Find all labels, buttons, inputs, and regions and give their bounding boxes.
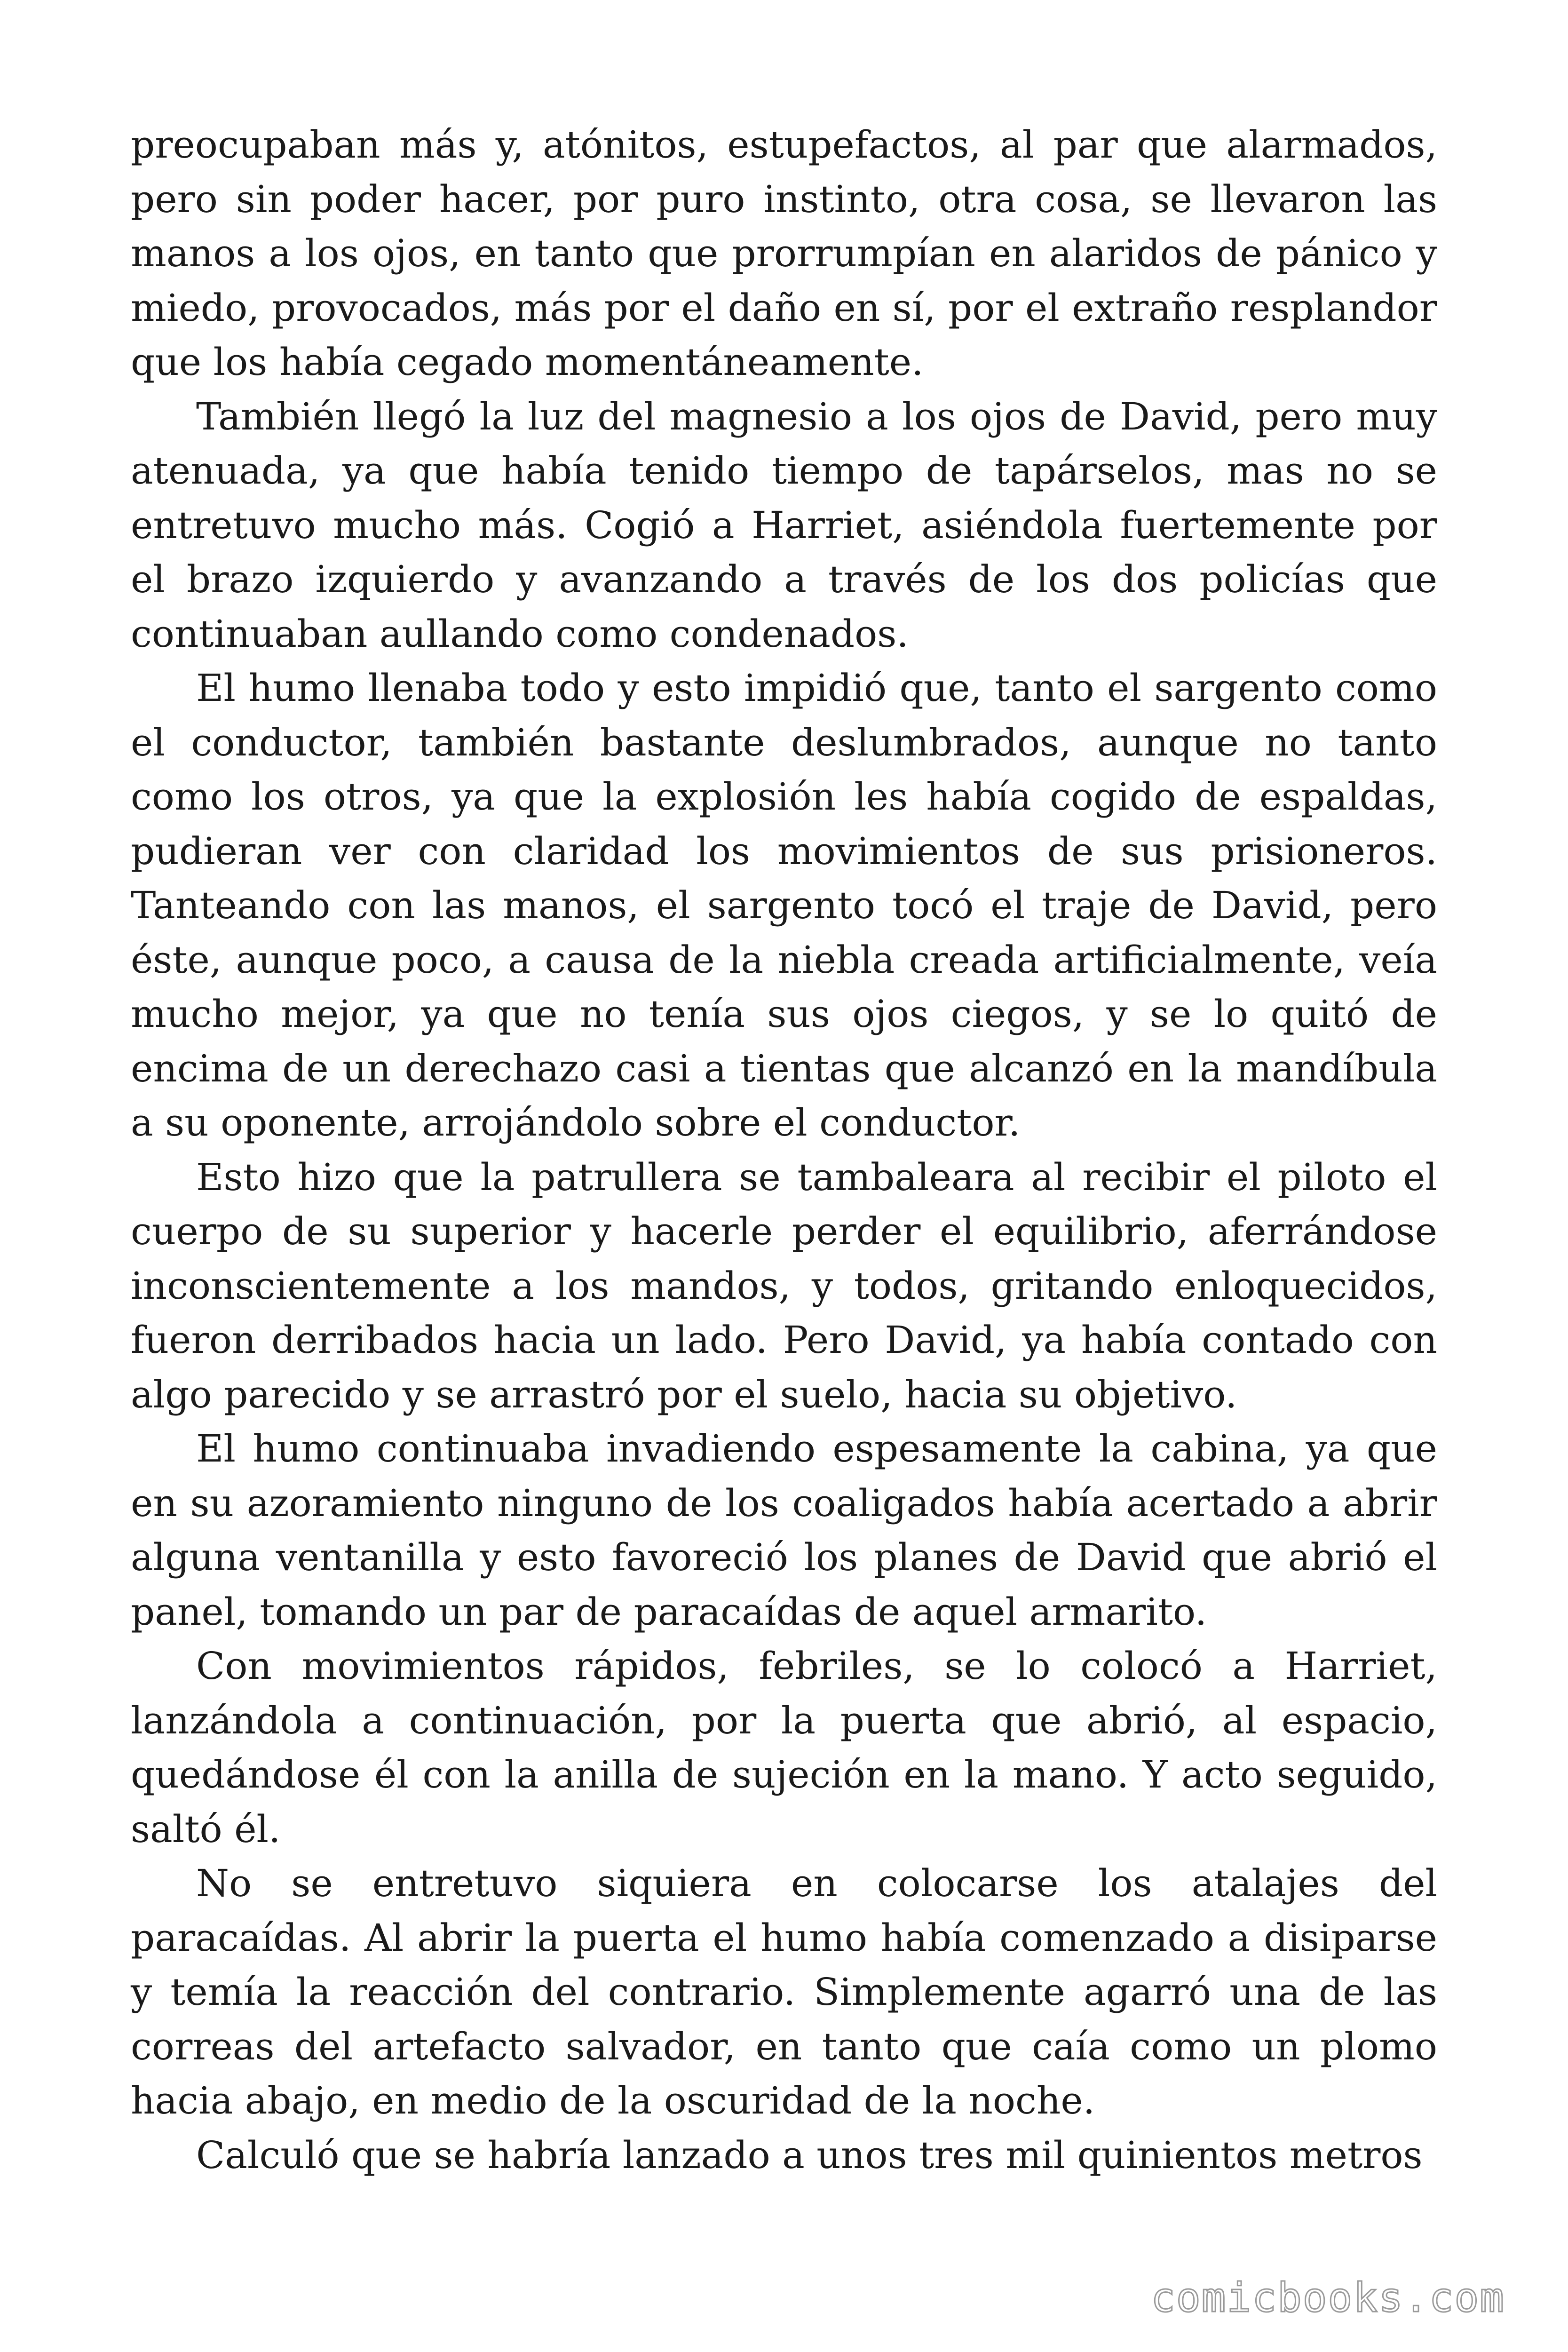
- paragraph-7: No se entretuvo siquiera en colocarse los atalajes del paracaídas. Al abrir la puerta el humo había comenzado a disiparse y temía la reacción del contrario. Simplemente agarró una de las correas del artefacto salvador, en tanto que caía como un plomo hacia abajo, en medio de la oscuridad de la noche.: [131, 1861, 1437, 2122]
- paragraph-6: Con movimientos rápidos, febriles, se lo colocó a Harriet, lanzándola a continuación, por la puerta que abrió, al espacio, quedándose él con la anilla de sujeción en la mano. Y acto seguido, saltó él.: [131, 1644, 1437, 1851]
- paragraph-3: El humo llenaba todo y esto impidió que, tanto el sargento como el conductor, también bastante deslumbrados, aunque no tanto como los otros, ya que la explosión les había cogido de espaldas, pudieran ver con claridad los movimientos de sus prisioneros. Tanteando con las manos, el sargento tocó el traje de David, pero éste, aunque poco, a causa de la niebla creada artificialmente, veía mucho mejor, ya que no tenía sus ojos ciegos, y se lo quitó de encima de un derechazo casi a tientas que alcanzó en la mandíbula a su oponente, arrojándolo sobre el conductor.: [131, 666, 1437, 1144]
- paragraph-4: Esto hizo que la patrullera se tambaleara al recibir el piloto el cuerpo de su superior y hacerle perder el equilibrio, aferrándose inconscientemente a los mandos, y todos, gritando enloquecidos, fueron derribados hacia un lado. Pero David, ya había contado con algo parecido y se arrastró por el suelo, hacia su objetivo.: [131, 1155, 1437, 1416]
- watermark: comicbooks.com: [1151, 2274, 1505, 2321]
- paragraph-8: Calculó que se habría lanzado a unos tres mil quinientos metros: [196, 2133, 1423, 2177]
- paragraph-5: El humo continuaba invadiendo espesamente la cabina, ya que en su azoramiento ninguno de los coaligados había acertado a abrir alguna ventanilla y esto favoreció los planes de David que abrió el panel, tomando un par de paracaídas de aquel armarito.: [131, 1427, 1437, 1634]
- paragraph-2: También llegó la luz del magnesio a los ojos de David, pero muy atenuada, ya que había tenido tiempo de tapárselos, mas no se entretuvo mucho más. Cogió a Harriet, asiéndola fuertemente por el brazo izquierdo y avanzando a través de los dos policías que continuaban aullando como condenados.: [131, 394, 1437, 656]
- body-text: [131, 118, 1437, 2182]
- paragraph-1: preocupaban más y, atónitos, estupefactos, al par que alarmados, pero sin poder hacer, por puro instinto, otra cosa, se llevaron las manos a los ojos, en tanto que prorrumpían en alaridos de pánico y miedo, provocados, más por el daño en sí, por el extraño resplandor que los había cegado momentáneamente.: [131, 123, 1437, 384]
